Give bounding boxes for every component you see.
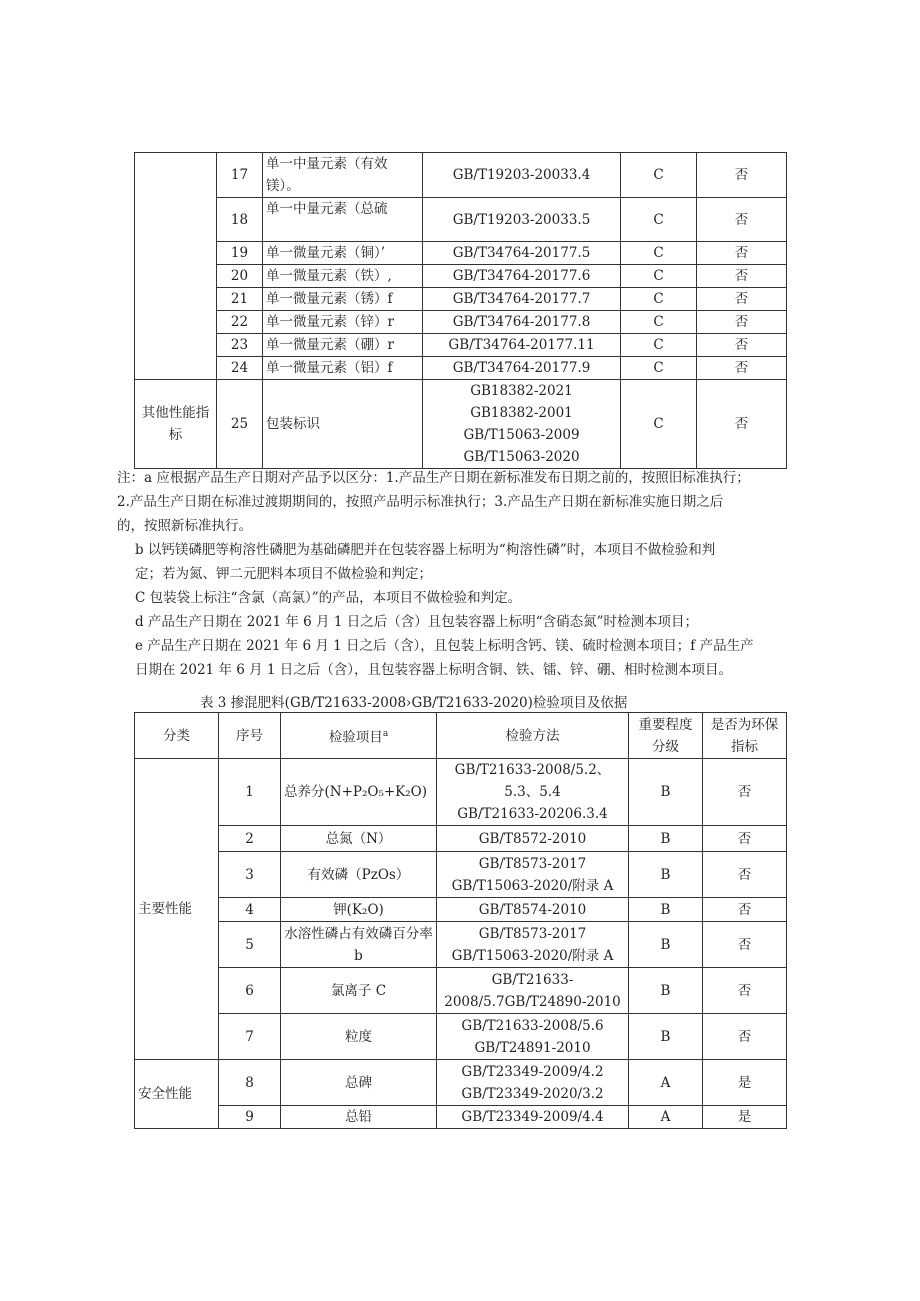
- table-row: [135, 334, 787, 357]
- method-line: GB/T8573-2017: [478, 925, 587, 942]
- header-no: 序号: [219, 713, 281, 759]
- row-no: 20: [217, 265, 263, 288]
- row-item: 总碑: [281, 1060, 437, 1106]
- row-no: 4: [219, 898, 281, 922]
- row-no: 19: [217, 242, 263, 265]
- row-env: 是: [703, 1060, 787, 1106]
- row-no: 6: [219, 968, 281, 1014]
- row-grade: C: [621, 153, 697, 198]
- table-row: [135, 826, 787, 852]
- row-method: [437, 1014, 629, 1060]
- row-method: GB/T34764-20177.9: [423, 357, 621, 380]
- row-item: 单一微量元素（锈）f: [263, 288, 423, 311]
- note-line: b 以钙镁磷肥等枸溶性磷肥为基础磷肥并在包装容器上标明为“枸溶性磷”时，本项目不做检验和判: [135, 542, 716, 558]
- row-method: GB/T34764-20177.8: [423, 311, 621, 334]
- row-method: [437, 759, 629, 826]
- table-row: [135, 898, 787, 922]
- table-row: [135, 922, 787, 968]
- row-item: 总氮（N）: [281, 826, 437, 852]
- row-grade: C: [621, 198, 697, 242]
- note-line: e 产品生产日期在 2021 年 6 月 1 日之后（含），且包装上标明含钙、镁、硫时检测本项目；f 产品生产: [135, 638, 754, 654]
- table-row: [135, 759, 787, 826]
- row-grade: B: [629, 922, 703, 968]
- method-line: GB/T24891-2010: [474, 1039, 591, 1056]
- row-item: 单一微量元素（铜）’: [263, 242, 423, 265]
- row-item: 有效磷（PzOs）: [281, 852, 437, 898]
- row-env: 否: [697, 265, 787, 288]
- row-env: 否: [703, 759, 787, 826]
- row-grade: C: [621, 380, 697, 469]
- row-env: 否: [703, 1014, 787, 1060]
- row-no: 3: [219, 852, 281, 898]
- table-row: [135, 380, 787, 469]
- category-main: 主要性能: [135, 759, 219, 1060]
- table-row: [135, 288, 787, 311]
- row-grade: B: [629, 898, 703, 922]
- header-method: 检验方法: [437, 713, 629, 759]
- row-no: 5: [219, 922, 281, 968]
- method-line: GB/T15063-2009: [463, 427, 580, 443]
- note-line: 注：a 应根据产品生产日期对产品予以区分：1.产品生产日期在新标准发布日期之前的，按照旧标准执行；: [117, 470, 750, 486]
- row-no: 23: [217, 334, 263, 357]
- table-row: [135, 357, 787, 380]
- row-method: GB/T34764-20177.5: [423, 242, 621, 265]
- header-row: [135, 713, 787, 759]
- row-item: 水溶性磷占有效磷百分率 b: [281, 922, 437, 968]
- method-line: GB/T8573-2017: [478, 855, 587, 872]
- row-env: 否: [697, 198, 787, 242]
- row-grade: C: [621, 288, 697, 311]
- row-env: 否: [697, 242, 787, 265]
- header-env: 是否为环保指标: [703, 713, 787, 759]
- footnotes: [117, 466, 807, 682]
- note-line: 的，按照新标准执行。: [117, 518, 252, 534]
- method-line: GB18382-2001: [470, 405, 573, 421]
- table-row: [135, 242, 787, 265]
- row-no: 7: [219, 1014, 281, 1060]
- row-env: 否: [703, 922, 787, 968]
- row-no: 22: [217, 311, 263, 334]
- row-no: 1: [219, 759, 281, 826]
- row-no: 24: [217, 357, 263, 380]
- row-grade: B: [629, 852, 703, 898]
- note-line: C 包装袋上标注“含氯（高氯）”的产品，本项目不做检验和判定。: [135, 590, 522, 606]
- row-item: 单一微量元素（铁）,: [263, 265, 423, 288]
- method-line: GB/T21633-2008/5.2、: [454, 762, 611, 778]
- row-grade: C: [621, 334, 697, 357]
- row-item: 单一微量元素（铝）f: [263, 357, 423, 380]
- table-caption: 表 3 掺混肥料(GB/T21633-2008›GB/T21633-2020)检验项目及依据: [200, 695, 628, 711]
- method-line: GB/T21633-20206.3.4: [457, 806, 608, 822]
- table-row: [135, 311, 787, 334]
- row-method: GB/T34764-20177.6: [423, 265, 621, 288]
- row-env: 否: [697, 380, 787, 469]
- method-line: GB/T21633-2008/5.6: [461, 1017, 604, 1034]
- table-row: [135, 153, 787, 198]
- note-line: d 产品生产日期在 2021 年 6 月 1 日之后（含）且包装容器上标明“含硝态氮”时检测本项目；: [135, 614, 699, 630]
- row-grade: B: [629, 826, 703, 852]
- row-no: 21: [217, 288, 263, 311]
- table-row: [135, 1014, 787, 1060]
- table-row: [135, 852, 787, 898]
- row-env: 否: [697, 311, 787, 334]
- row-no: 17: [217, 153, 263, 198]
- row-no: 18: [217, 198, 263, 242]
- row-env: 否: [703, 968, 787, 1014]
- category-safety: 安全性能: [135, 1060, 219, 1129]
- row-item: 包装标识: [263, 380, 423, 469]
- row-env: 否: [697, 153, 787, 198]
- table-row: [135, 1106, 787, 1129]
- row-item: 单一微量元素（硼）r: [263, 334, 423, 357]
- row-method: GB/T34764-20177.7: [423, 288, 621, 311]
- row-grade: A: [629, 1106, 703, 1129]
- row-grade: B: [629, 968, 703, 1014]
- row-item: 单一微量元素（锌）r: [263, 311, 423, 334]
- row-no: 2: [219, 826, 281, 852]
- row-method: [437, 1060, 629, 1106]
- row-item: 单一中量元素（总硫: [263, 198, 423, 242]
- row-env: 否: [703, 852, 787, 898]
- note-line: 定；若为氮、钾二元肥料本项目不做检验和判定；: [135, 566, 432, 582]
- row-grade: B: [629, 1014, 703, 1060]
- row-grade: C: [621, 311, 697, 334]
- row-env: 否: [703, 898, 787, 922]
- table-row: [135, 968, 787, 1014]
- row-item: 氯离子 C: [281, 968, 437, 1014]
- header-item: [281, 713, 437, 759]
- row-method: GB/T19203-20033.5: [423, 198, 621, 242]
- row-item: 总养分(N+P₂O₅+K₂O): [281, 759, 437, 826]
- row-item: 粒度: [281, 1014, 437, 1060]
- table-row: [135, 265, 787, 288]
- row-grade: C: [621, 265, 697, 288]
- table-row: [135, 198, 787, 242]
- note-line: 日期在 2021 年 6 月 1 日之后（含），且包装容器上标明含铜、铁、镭、锌、硼、相时检测本项目。: [135, 662, 733, 678]
- row-env: 否: [697, 357, 787, 380]
- method-line: GB/T15063-2020/附录 A: [451, 877, 614, 894]
- method-line: GB/T15063-2020/附录 A: [451, 947, 614, 964]
- row-env: 是: [703, 1106, 787, 1129]
- row-grade: C: [621, 357, 697, 380]
- method-line: GB/T23349-2009/4.2: [461, 1063, 604, 1080]
- table-continued: [134, 152, 787, 469]
- row-item: 单一中量元素（有效镁）。: [263, 153, 423, 198]
- row-grade: A: [629, 1060, 703, 1106]
- row-method: GB/T34764-20177.11: [423, 334, 621, 357]
- note-line: 2.产品生产日期在标准过渡期期间的，按照产品明示标准执行；3.产品生产日期在新标准实施日期之后: [117, 494, 724, 510]
- header-item-text: 检验项目: [328, 729, 383, 746]
- row-method: [437, 852, 629, 898]
- category-other: 其他性能指标: [135, 380, 217, 469]
- row-grade: B: [629, 759, 703, 826]
- method-line: GB18382-2021: [470, 383, 573, 399]
- row-method: [423, 380, 621, 469]
- method-line: GB/T23349-2020/3.2: [461, 1085, 604, 1102]
- header-category: 分类: [135, 713, 219, 759]
- row-item: 钾(K₂O): [281, 898, 437, 922]
- method-line: 5.3、5.4: [504, 784, 561, 800]
- row-env: 否: [697, 288, 787, 311]
- category-cell-empty: [135, 153, 217, 380]
- row-no: 9: [219, 1106, 281, 1129]
- row-grade: C: [621, 242, 697, 265]
- row-method: GB/T23349-2009/4.4: [437, 1106, 629, 1129]
- row-item: 总铅: [281, 1106, 437, 1129]
- row-method: [437, 968, 629, 1014]
- table-3: [134, 712, 787, 1129]
- row-env: 否: [703, 826, 787, 852]
- row-no: 25: [217, 380, 263, 469]
- row-method: GB/T8574-2010: [437, 898, 629, 922]
- method-line: GB/T21633-: [491, 971, 574, 988]
- table-row: [135, 1060, 787, 1106]
- header-grade: 重要程度分级: [629, 713, 703, 759]
- method-line: GB/T15063-2020: [463, 449, 580, 465]
- method-line: 2008/5.7GB/T24890-2010: [444, 993, 621, 1010]
- row-method: GB/T19203-20033.4: [423, 153, 621, 198]
- row-method: GB/T8572-2010: [437, 826, 629, 852]
- row-method: [437, 922, 629, 968]
- header-item-sup: a: [382, 728, 389, 739]
- row-env: 否: [697, 334, 787, 357]
- row-no: 8: [219, 1060, 281, 1106]
